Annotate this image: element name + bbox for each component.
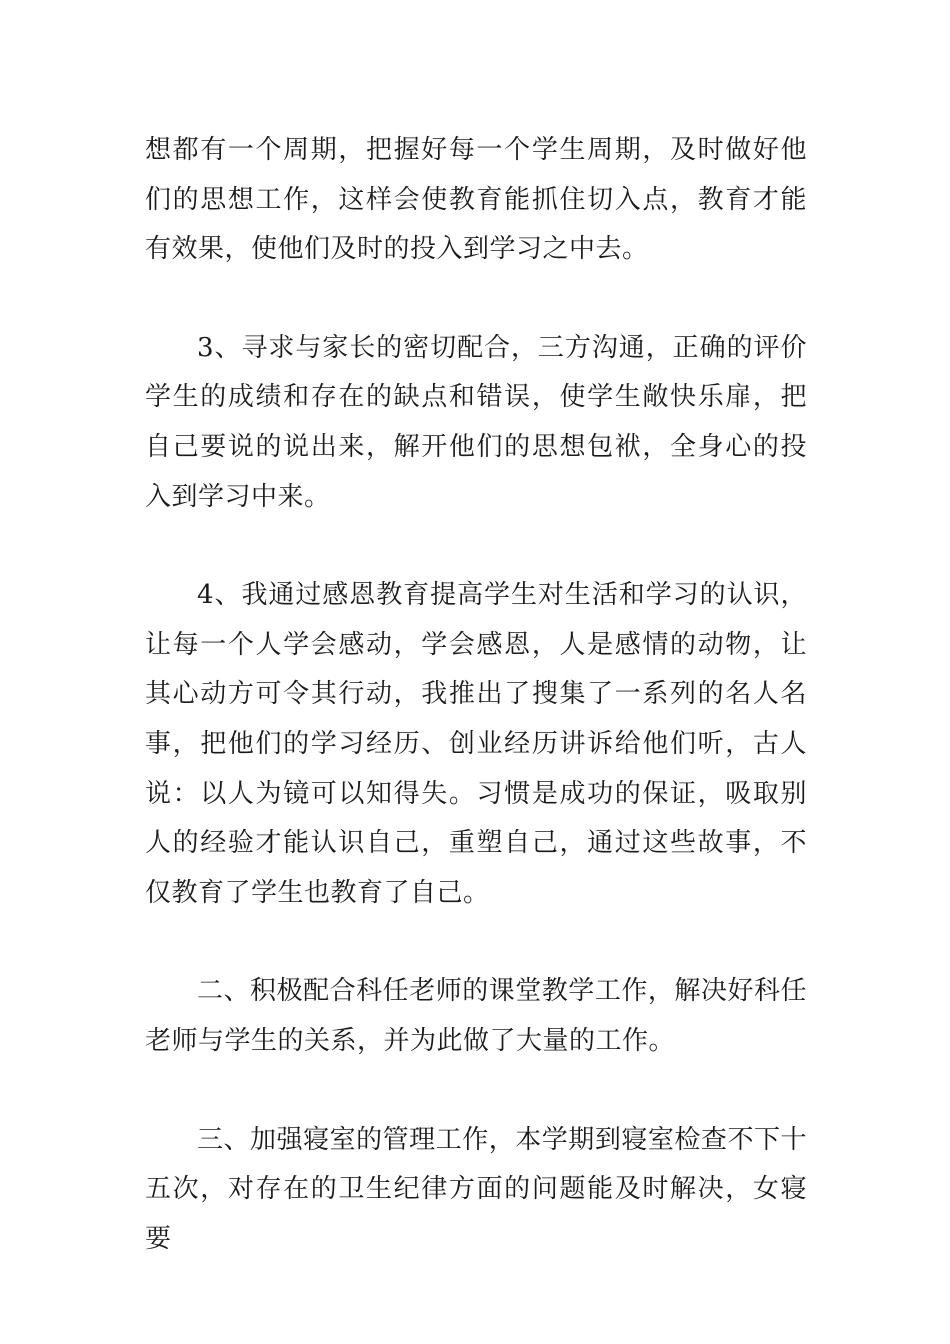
- document-page: [145, 126, 807, 1264]
- paragraph-section-2: 二、积极配合科任老师的课堂教学工作，解决好科任老师与学生的关系，并为此做了大量的工作。: [145, 976, 807, 1056]
- paragraph-continuation: 想都有一个周期，把握好每一个学生周期，及时做好他们的思想工作，这样会使教育能抓住切入点，教育才能有效果，使他们及时的投入到学习之中去。: [145, 135, 807, 265]
- paragraph-item-3: 3、寻求与家长的密切配合，三方沟通，正确的评价学生的成绩和存在的缺点和错误，使学生敞快乐扉，把自己要说的说出来，解开他们的思想包袱，全身心的投入到学习中来。: [145, 332, 807, 512]
- paragraph-item-4: 4、我通过感恩教育提高学生对生活和学习的认识，让每一个人学会感动，学会感恩，人是感情的动物，让其心动方可令其行动，我推出了搜集了一系列的名人名事，把他们的学习经历、创业经历讲诉给他们听，古人说：以人为镜可以知得失。习惯是成功的保证，吸取别人的经验才能认识自己，重塑自己，通过这些故事，不仅教育了学生也教育了自己。: [145, 580, 807, 908]
- paragraph-section-3: 三、加强寝室的管理工作，本学期到寝室检查不下十五次，对存在的卫生纪律方面的问题能及时解决，女寝要: [145, 1124, 807, 1254]
